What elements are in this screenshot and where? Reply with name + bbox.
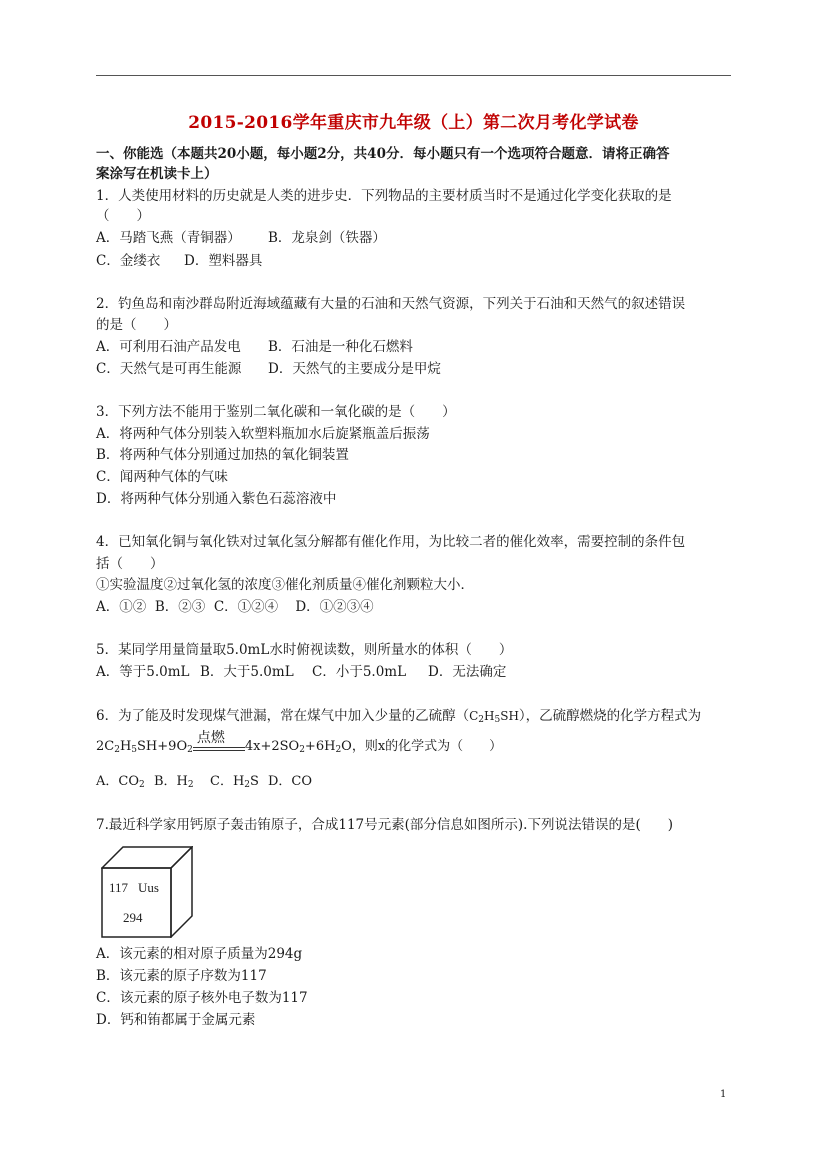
q6-reagent-formula: $C_2H_5SH$: [469, 709, 519, 725]
element-atomic-number: 117: [109, 880, 129, 895]
element-mass: 294: [123, 910, 143, 925]
q2-option-a: A．可利用石油产品发电: [96, 339, 241, 355]
section-heading-line2: 案涂写在机读卡上）: [96, 166, 218, 182]
q6-stem: 6．为了能及时发现煤气泄漏，常在煤气中加入少量的乙硫醇$(C_2H_5SH)$，乙硫醇燃烧的化学方程式为: [96, 708, 702, 725]
q7-option-c: C．该元素的原子核外电子数为117: [96, 990, 308, 1006]
q2-options-row2: [96, 359, 441, 379]
header-rule: [96, 75, 731, 76]
exam-title: 2015-2016学年重庆市九年级（上）第二次月考化学试卷: [188, 113, 639, 133]
q5-option-b: B．大于5.0mL: [200, 664, 294, 680]
q5-options: [96, 662, 506, 682]
q5-option-a: A．等于5.0mL: [96, 664, 190, 680]
q1-options-row1: [96, 228, 386, 248]
q6-equation: $2C_2H_5SH+9O_2$ 点燃 $4x+2SO_2+6H_2O$，则x的化学式为（ ）: [96, 730, 503, 755]
element-symbol: Uus: [138, 880, 159, 895]
element-card-cube: [101, 846, 193, 938]
q3-option-b: B．将两种气体分别通过加热的氧化铜装置: [96, 447, 349, 463]
q6-option-c: C．H2S: [210, 774, 259, 790]
section-heading-line1: 一、你能选（本题共20小题，每小题2分，共40分．每小题只有一个选项符合题意．请将正确答: [96, 146, 670, 162]
q6-option-b: B．H2: [154, 774, 194, 790]
q6-option-d: D．CO: [268, 774, 313, 789]
q3-option-a: A．将两种气体分别装入软塑料瓶加水后旋紧瓶盖后振荡: [96, 426, 430, 442]
q5-option-d: D．无法确定: [428, 664, 507, 680]
q3-stem: 3．下列方法不能用于鉴别二氧化碳和一氧化碳的是（ ）: [96, 404, 456, 420]
q2-stem-cont: 的是（ ）: [96, 317, 177, 333]
q4-stem: 4．已知氧化铜与氧化铁对过氧化氢分解都有催化作用，为比较二者的催化效率，需要控制的条件包: [96, 534, 686, 550]
q1-stem-cont: （ ）: [96, 208, 150, 224]
q6-option-a: A．CO2: [96, 774, 145, 790]
q2-option-d: D．天然气的主要成分是甲烷: [268, 361, 441, 377]
q4-options: A．①② B．②③ C．①②④ D．①②③④: [96, 599, 374, 615]
cube-front-face: [102, 868, 171, 937]
q1-option-d: D．塑料器具: [184, 253, 263, 269]
q2-stem: 2．钓鱼岛和南沙群岛附近海域蕴藏有大量的石油和天然气资源，下列关于石油和天然气的叙述错误: [96, 296, 686, 312]
q3-option-c: C．闻两种气体的气味: [96, 469, 228, 485]
q2-option-c: C．天然气是可再生能源: [96, 361, 242, 377]
q2-option-b: B．石油是一种化石燃料: [268, 339, 413, 355]
q7-stem: 7.最近科学家用钙原子轰击铕原子，合成117号元素(部分信息如图所示).下列说法错误的是( ): [96, 817, 674, 833]
q4-stem-cont: 括（ ）: [96, 556, 164, 572]
q7-option-d: D．钙和铕都属于金属元素: [96, 1012, 256, 1028]
q1-option-a: A．马踏飞燕（青铜器）: [96, 230, 241, 246]
q5-option-c: C．小于5.0mL: [312, 664, 407, 680]
q4-conditions: ①实验温度②过氧化氢的浓度③催化剂质量④催化剂颗粒大小．: [96, 577, 474, 593]
q7-option-a: A．该元素的相对原子质量为294g: [96, 946, 303, 962]
q5-stem: 5．某同学用量筒量取5.0mL水时俯视读数，则所量水的体积（ ）: [96, 642, 513, 658]
q6-options: [96, 772, 312, 795]
page-number: 1: [720, 1089, 727, 1100]
q1-option-b: B．龙泉剑（铁器）: [268, 230, 386, 246]
cube-top-face: [102, 847, 192, 868]
q3-option-d: D．将两种气体分别通入紫色石蕊溶液中: [96, 491, 337, 507]
reaction-arrow: [193, 730, 245, 757]
q7-option-b: B．该元素的原子序数为117: [96, 968, 267, 984]
cube-side-face: [171, 847, 192, 937]
reaction-condition: 点燃: [196, 730, 225, 746]
q1-option-c: C．金缕衣: [96, 253, 161, 269]
q2-options-row1: [96, 337, 413, 357]
q1-stem: 1．人类使用材料的历史就是人类的进步史．下列物品的主要材质当时不是通过化学变化获取的是: [96, 188, 672, 204]
q1-options-row2: [96, 251, 262, 271]
